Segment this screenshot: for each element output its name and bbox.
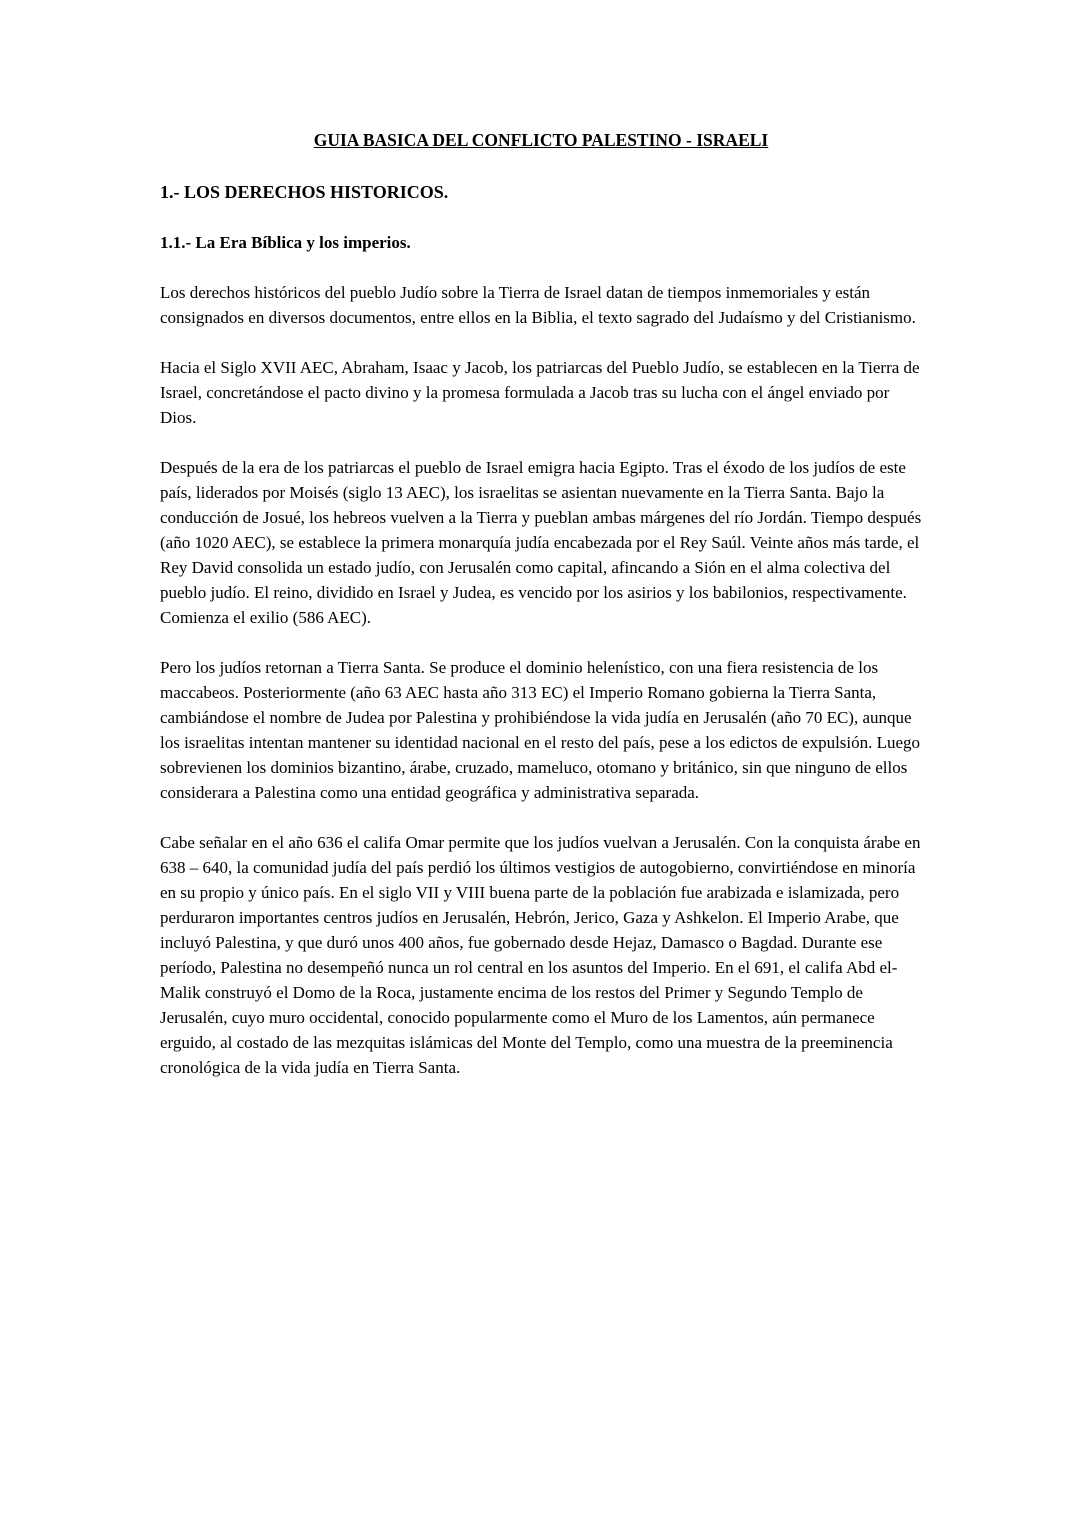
paragraph-historical-rights: Los derechos históricos del pueblo Judío sobre la Tierra de Israel datan de tiempos inmemoriales y están consignados en diversos documentos, entre ellos en la Biblia, el texto sagrado del Judaísmo y del Cristianismo. xyxy=(160,283,916,327)
paragraph-exodus-monarchy: Después de la era de los patriarcas el pueblo de Israel emigra hacia Egipto. Tras el éxodo de los judíos de este país, liderados por Moisés (siglo 13 AEC), los israelitas se asientan nuevamente en la Tierra Santa. Bajo la conducción de Josué, los hebreos vuelven a la Tierra y pueblan ambas márgenes del río Jordán. Tiempo después (año 1020 AEC), se establece la primera monarquía judía encabezada por el Rey Saúl. Veinte años más tarde, el Rey David consolida un estado judío, con Jerusalén como capital, afincando a Sión en el alma colectiva del pueblo judío. El reino, dividido en Israel y Judea, es vencido por los asirios y los babilonios, respectivamente. Comienza el exilio (586 AEC). xyxy=(160,458,922,627)
subsection-heading-biblical-era: 1.1.- La Era Bíblica y los imperios. xyxy=(160,233,411,252)
paragraph-roman-empire: Pero los judíos retornan a Tierra Santa. Se produce el dominio helenístico, con una fiera resistencia de los maccabeos. Posteriormente (año 63 AEC hasta año 313 EC) el Imperio Romano gobierna la Tierra Santa, cambiándose el nombre de Judea por Palestina y prohibiéndose la vida judía en Jerusalén (año 70 EC), aunque los israelitas intentan mantener su identidad nacional en el resto del país, pese a los edictos de expulsión. Luego sobrevienen los dominios bizantino, árabe, cruzado, mameluco, otomano y británico, sin que ninguno de ellos considerara a Palestina como una entidad geográfica y administrativa separada. xyxy=(160,658,921,802)
paragraph-patriarchs: Hacia el Siglo XVII AEC, Abraham, Isaac y Jacob, los patriarcas del Pueblo Judío, se establecen en la Tierra de Israel, concretándose el pacto divino y la promesa formulada a Jacob tras su lucha con el ángel enviado por Dios. xyxy=(160,358,920,427)
section-heading-historical-rights: 1.- LOS DERECHOS HISTORICOS. xyxy=(160,182,449,202)
paragraph-arab-conquest: Cabe señalar en el año 636 el califa Omar permite que los judíos vuelvan a Jerusalén. Con la conquista árabe en 638 – 640, la comunidad judía del país perdió los últimos vestigios de autogobierno, convirtiéndose en minoría en su propio y único país. En el siglo VII y VIII buena parte de la población fue arabizada e islamizada, pero perduraron importantes centros judíos en Jerusalén, Hebrón, Jerico, Gaza y Ashkelon. El Imperio Arabe, que incluyó Palestina, y que duró unos 400 años, fue gobernado desde Hejaz, Damasco o Bagdad. Durante ese período, Palestina no desempeñó nunca un rol central en los asuntos del Imperio. En el 691, el califa Abd el-Malik construyó el Domo de la Roca, justamente encima de los restos del Primer y Segundo Templo de Jerusalén, cuyo muro occidental, conocido popularmente como el Muro de los Lamentos, aún permanece erguido, al costado de las mezquitas islámicas del Monte del Templo, como una muestra de la preeminencia cronológica de la vida judía en Tierra Santa. xyxy=(160,833,921,1077)
document-title: GUIA BASICA DEL CONFLICTO PALESTINO - ISRAELI xyxy=(313,130,769,150)
